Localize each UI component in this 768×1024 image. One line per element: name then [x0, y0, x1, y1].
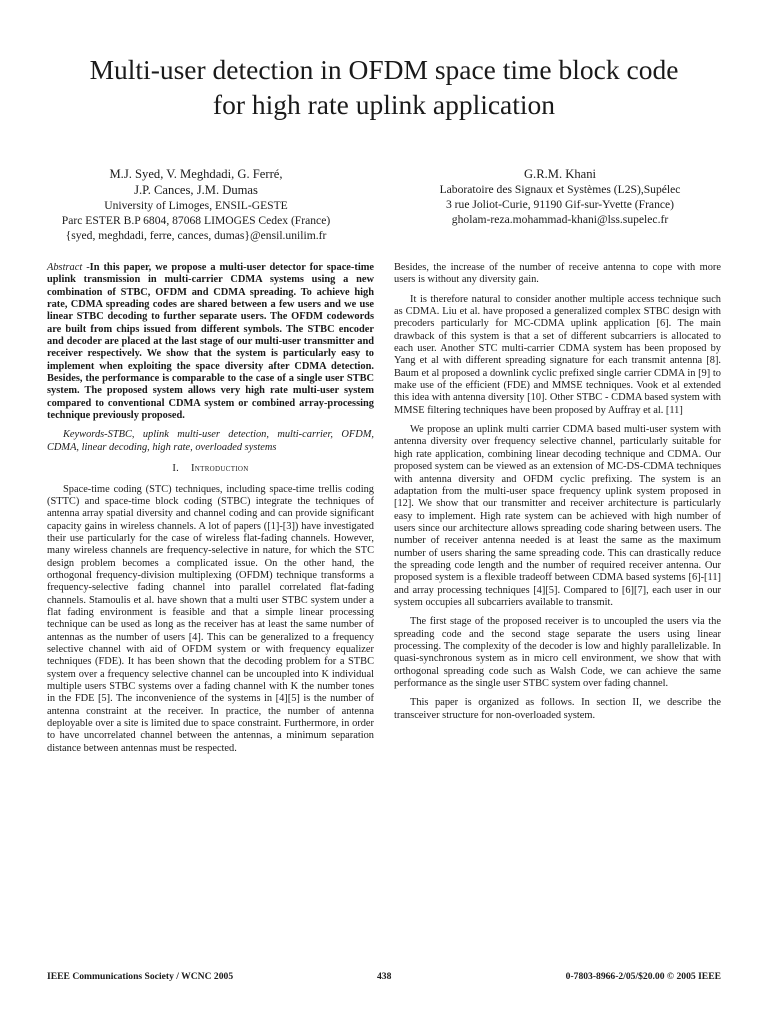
author-affiliation-2: Parc ESTER B.P 6804, 87068 LIMOGES Cedex (France) [61, 214, 331, 227]
keywords: Keywords-STBC, uplink multi-user detection, multi-carrier, OFDM, CDMA, linear decoding, high rate, overloaded systems [47, 429, 374, 453]
author-email: gholam-reza.mohammad-khani@lss.supelec.fr [451, 213, 669, 226]
author-affiliation-1: University of Limoges, ENSIL-GESTE [104, 199, 288, 212]
author-names-line2: J.P. Cances, J.M. Dumas [134, 183, 258, 197]
paper-title [30, 52, 738, 122]
section-title: Introduction [190, 463, 249, 475]
intro-paragraph-4: The first stage of the proposed receiver is to uncoupled the users via the spreading code and the second stage separate the users using linear processing. The complexity of the decoder is low and highly parallelizable. In quasi-synchronous system as in micro cell environment, we show that with orthogonal spreading code such as Walsh Code, we can achieve the same performance as the single user STBC system over fading channel. [394, 616, 721, 689]
author-block-left [30, 166, 362, 243]
footer-copyright: 0-7803-8966-2/05/$20.00 © 2005 IEEE [565, 971, 721, 982]
footer-conference: IEEE Communications Society / WCNC 2005 [47, 971, 234, 982]
intro-paragraph-2: It is therefore natural to consider another multiple access technique such as CDMA. Liu et al. have proposed a generalized complex STBC design with precoders particularly for MC-CDMA uplink application [6]. The main drawback of this system is that a set of different subcarriers is allocated to each user. Another STC multi-carrier CDMA system has been proposed by Yang et al with different spreading signature for each transmit antenna [8]. Baum et al proposed a downlink cyclic prefixed single carrier CDMA in [9] to make use of the efficient (FDE) and MMSE techniques. Vook et al extended this idea with antenna diversity [10]. Other STBC - CDMA based system with MMSE filtering techniques have been proposed by Auffray et al. [11] [394, 293, 721, 416]
title-line-2: for high rate uplink application [212, 89, 556, 120]
author-names-line1: M.J. Syed, V. Meghdadi, G. Ferré, [109, 167, 283, 181]
right-column [394, 262, 721, 729]
abstract-dash: - [82, 262, 90, 273]
author-names: G.R.M. Khani [523, 167, 597, 181]
abstract-text: In this paper, we propose a multi-user detector for space-time uplink transmission in multi-carrier CDMA systems using a new combination of STBC, OFDM and CDMA spreading. To achieve high rate, CDMA spreading codes are shared between a few users and we use linear STBC decoding to further separate users. The OFDM codewords are built from chips issued from different symbols. The STBC encoder and decoder are placed at the last stage of our multi-user transmitter and receiver respectively. We show that the system is particularly easy to implement when exploiting the space diversity after CDMA detection. Besides, the performance is comparable to the case of a single user STBC system. The proposed system allows very high rate multi-user system compared to conventional CDMA system or combined array-processing technique previously proposed. [47, 262, 374, 422]
footer-page-number: 438 [377, 971, 392, 982]
author-block-right [392, 166, 728, 227]
section-number: I. [172, 463, 180, 475]
title-line-1: Multi-user detection in OFDM space time block code [89, 54, 679, 85]
author-affiliation-1: Laboratoire des Signaux et Systèmes (L2S),Supélec [439, 183, 681, 196]
author-email: {syed, meghdadi, ferre, cances, dumas}@ensil.unilim.fr [65, 229, 327, 242]
intro-paragraph-continued: Besides, the increase of the number of receive antenna to cope with more users is without any diversity gain. [394, 262, 721, 286]
left-column [47, 262, 374, 762]
abstract [47, 262, 374, 422]
intro-paragraph-3: We propose an uplink multi carrier CDMA based multi-user system with antenna diversity over frequency selective channel, particularly suitable for high rate application, combining linear decoding technique and CDMA. Our proposed system can be viewed as an extension of MC-DS-CDMA techniques with antenna diversity and OFDM cyclic prefixing. The system is an adaptation from the multi-user space frequency uplink system proposed in [12]. We show that our transmitter and receiver architecture is particularly easy to implement. High rate system can be achieved with high number of users since our architecture allows spreading code sharing between users. The number of receiver antenna needed is at least the same as the maximum number of users sharing the same spreading code. This can drastically reduce the spreading code length and the number of required receiver antenna. Our proposed system is a flexible tradeoff between CDMA based systems [6]-[11] and array processing techniques [4][5]. Compared to [6][7], each user in our system occupies all subcarriers available to transmit. [394, 424, 721, 608]
author-affiliation-2: 3 rue Joliot-Curie, 91190 Gif-sur-Yvette (France) [445, 198, 675, 211]
intro-paragraph-5: This paper is organized as follows. In section II, we describe the transceiver structure for non-overloaded system. [394, 697, 721, 721]
section-heading [47, 463, 374, 475]
abstract-label: Abstract [47, 262, 83, 273]
page-footer [47, 971, 721, 987]
intro-paragraph-1: Space-time coding (STC) techniques, including space-time trellis coding (STTC) and space-time block coding (STBC) integrate the techniques of antenna array spatial diversity and channel coding and can provide significant capacity gains in wireless channels. A lot of papers ([1]-[3]) have investigated their use particularly for the case of wireless flat-fading channels. However, many wireless channels are frequency-selective in nature, for which the STC design problem becomes a complicated issue. On the other hand, the orthogonal frequency-division multiplexing (OFDM) technique transforms a frequency-selective fading channel into parallel correlated flat-fading channels. Stamoulis et al. have shown that a multi user STBC system under a flat fading environment is feasible and that a simple linear processing technique can be used as long as the receiver has at least the same number of antennas as the number of users [4]. This can be generalized to a frequency selective channel with aid of OFDM system or with frequency equalizer techniques (FDE). It has been shown that the decoding problem for a STBC system over a frequency selective channel can be uncoupled into K individual multiple users STBC systems over a fading channel with K the number tones in the FDE [5]. The inconvenience of the systems in [4][5] is the number of antenna constraint at the receiver. In practice, the number of antenna deployable over a site is limited due to space constraint. Furthermore, in order to have uncorrelated channel between the antennas, a minimum separation distance between antennas must be respected. [47, 483, 374, 754]
